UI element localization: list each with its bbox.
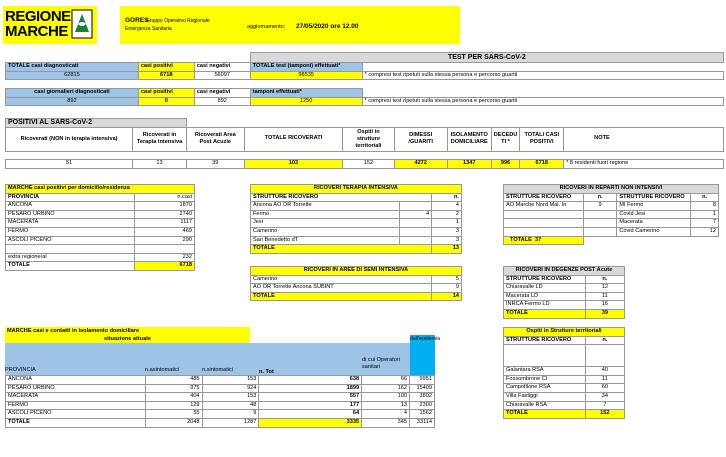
pos-h1: Ricoverati (NON in terapia intensiva) [20, 135, 118, 142]
org-name: GORES [125, 17, 149, 24]
pos-h3b: Post Acuzie [199, 139, 232, 146]
table-row: PESARO URBINO 2740 [6, 210, 195, 219]
pos-v5: 152 [363, 160, 374, 167]
pos-h2b: Terapia intensiva [136, 139, 183, 146]
table-row: AO OR Torrette Ancona SUBINT 9 [251, 284, 462, 293]
table-row: MACERATA 1117 [6, 219, 195, 228]
iso-col-sint: n.sintomatici [202, 367, 234, 373]
table-row: extra regione/al 232 [6, 253, 195, 262]
daily-h-totale: casi giornalieri diagnosticati [34, 89, 110, 95]
post-col2: n. [602, 275, 608, 282]
org-subtitle-1: Gruppo Operativo Regionale [146, 18, 210, 24]
semi-total-value: 14 [432, 292, 462, 301]
post-total-label: TOTALE [504, 309, 586, 318]
ti-total-value: 13 [432, 245, 462, 254]
iso-title: MARCHE casi e contatti in isolamento domiciliare [5, 327, 250, 335]
semi-total-label: TOTALE [251, 292, 432, 301]
province-title: MARCHE casi positivi per domicilio/residenza [8, 185, 130, 191]
table-row: MACERATA 404 153 557 100 3892 [6, 393, 435, 402]
table-row: Camerino 3 [251, 227, 462, 236]
pos-h4: TOTALE RICOVERATI [264, 135, 323, 142]
table-row: FERMO 129 48 177 13 2300 [6, 401, 435, 410]
table-row: PESARO URBINO 975 924 1899 162 15409 [6, 384, 435, 393]
post-col1: STRUTTURE RICOVERO [506, 275, 572, 282]
non-int-title: RICOVERI IN REPARTI NON INTENSIVI [559, 185, 663, 191]
daily-h-tamp: tamponi effettuati* [252, 89, 302, 95]
region-emblem-icon [72, 10, 92, 38]
table-row: Chiaravalle RSA 7 [504, 401, 625, 410]
table-row: Villa Fastiggi 34 [504, 392, 625, 401]
daily-v-tamp: 1250 [299, 97, 313, 104]
test-h-totale: TOTALE casi diagnosticati [8, 63, 79, 69]
province-total-value: 6718 [135, 262, 195, 271]
table-row: Macerata 7 [504, 219, 719, 228]
daily-v-totale: 892 [67, 97, 77, 104]
test-note: * compresi test ripetuti sulla stessa persona e percorso guariti [364, 71, 518, 78]
table-row-total: TOTALE 2048 1287 3335 345 33114 [6, 418, 435, 427]
pos-h6b: /GUARITI [408, 139, 433, 146]
ti-col2: n. [454, 193, 459, 200]
table-row: ANCONA 1870 [6, 202, 195, 211]
table-row: Campofilone RSA 60 [504, 384, 625, 393]
pos-v8: 996 [500, 160, 511, 167]
test-h-neg: casi negativi [196, 63, 231, 69]
table-row: ANCONA 485 153 638 66 9951 [6, 376, 435, 385]
province-table [5, 184, 195, 271]
update-value: 27/05/2020 ore 12.00 [296, 23, 359, 30]
pos-h3a: Ricoverati Area [194, 132, 236, 139]
pos-h5b: strutture [356, 135, 380, 142]
test-v-tamp: 98535 [298, 71, 314, 78]
table-row: Chiaravalle LD 12 [504, 284, 625, 293]
iso-col-ops-b: sanitari [362, 364, 381, 370]
test-v-totale: 62815 [64, 71, 80, 78]
ti-table [250, 184, 462, 254]
logo-text-line1: REGIONE [5, 8, 71, 25]
semi-table [250, 266, 462, 301]
daily-h-neg: casi negativi [196, 89, 231, 95]
iso-col-tot: n. Tot [259, 369, 274, 375]
pos-v3: 39 [212, 160, 219, 167]
test-section-title: TEST PER SARS-CoV-2 [447, 53, 526, 61]
pos-v1: 51 [65, 160, 73, 167]
positivi-section [5, 118, 724, 168]
non-int-col3: STRUTTURE RICOVERO [619, 193, 685, 200]
ti-total-label: TOTALE [251, 245, 432, 254]
pos-note: * 8 residenti fuori regione [566, 160, 629, 167]
province-col2: n.casi [177, 193, 192, 200]
post-title: RICOVERI IN DEGENZE POST Acute [515, 267, 613, 273]
pos-v4: 103 [288, 160, 299, 167]
table-row: Fermo 4 2 [251, 210, 462, 219]
table-row: Ancona AO OR Torrette 4 [251, 202, 462, 211]
ospiti-table [503, 327, 625, 419]
post-table [503, 266, 625, 319]
test-h-pos: casi positivi [140, 63, 173, 69]
test-v-pos: 6718 [160, 71, 173, 78]
pos-h9a: TOTALI CASI [524, 132, 560, 139]
non-int-total-label: TOTALE [510, 236, 532, 243]
ti-col1: STRUTTURE RICOVERO [253, 193, 319, 200]
pos-h8b: TI * [501, 139, 510, 146]
pos-v6: 4272 [414, 160, 427, 167]
table-row: ASCOLI PICENO 55 9 64 4 1562 [6, 410, 435, 419]
pos-h7b: DOMICILIARE [450, 139, 488, 146]
table-row: Macerata LD 11 [504, 292, 625, 301]
pos-h7a: ISOLAMENTO [450, 132, 488, 139]
pos-v2: 13 [156, 160, 163, 167]
province-col1: PROVINCIA [8, 193, 40, 200]
table-row: ASCOLI PICENO 290 [6, 236, 195, 245]
non-int-col2: n. [597, 193, 603, 200]
post-total-value: 39 [585, 309, 624, 318]
positivi-title: POSITIVI AL SARS-CoV-2 [8, 119, 93, 126]
table-row: Camerino 5 [251, 275, 462, 284]
table-row: INRCA Fermo LD 16 [504, 301, 625, 310]
table-row: Jesi 1 [251, 219, 462, 228]
non-int-col4: n. [702, 193, 708, 200]
table-row: San Benedetto dT 3 [251, 236, 462, 245]
iso-col-asint: n.asintomatici [145, 367, 180, 373]
ospiti-title: Ospiti in Strutture territoriali [526, 328, 602, 334]
province-total-label: TOTALE [6, 262, 135, 271]
ospiti-total-label: TOTALE [504, 410, 586, 419]
iso-subtitle: situazione attuale [5, 335, 250, 343]
non-int-total-value: 37 [534, 236, 542, 243]
logo-text-line2: MARCHE [5, 23, 68, 40]
iso-epid-band [410, 343, 435, 375]
non-int-col1: STRUTTURE RICOVERO [506, 193, 572, 200]
update-label: aggiornamento: [247, 24, 286, 30]
header-banner [120, 6, 460, 44]
daily-note: * compresi test ripetuti sulla stessa persona e percorso guariti [364, 97, 518, 104]
table-row: Galantara RSA 40 [504, 367, 625, 376]
iso-epid-header: dall'epidemia [410, 336, 441, 342]
pos-v9: 6718 [535, 160, 548, 167]
daily-v-pos: 0 [164, 97, 168, 104]
ti-title: RICOVERI TERAPIA INTENSIVA [314, 185, 398, 191]
pos-h8a: DECEDU [493, 132, 518, 139]
table-row: Covid Camerino 12 [504, 227, 719, 236]
iso-col-ops-a: di cui Operatori [362, 357, 400, 363]
ospiti-col2: n. [602, 336, 608, 343]
org-subtitle-2: Emergenza Sanitaria [125, 26, 172, 32]
table-row: Fossombrone CI 11 [504, 375, 625, 384]
iso-table [5, 375, 435, 428]
daily-v-neg: 892 [217, 97, 227, 104]
iso-section [5, 327, 441, 427]
pos-h10: NOTE [594, 135, 610, 142]
pos-h6a: DIMESSI [409, 132, 433, 139]
test-section [5, 52, 724, 80]
non-int-table [503, 184, 719, 245]
table-row: Covid Jesi 1 [504, 210, 719, 219]
iso-col-prov: PROVINCIA [5, 367, 36, 373]
table-row [6, 245, 195, 254]
table-row: FERMO 469 [6, 227, 195, 236]
test-v-neg: 56097 [214, 71, 230, 78]
daily-section [5, 88, 724, 108]
semi-title: RICOVERI IN AREE DI SEMI INTENSIVA [303, 267, 409, 273]
table-row: AO Marche Nord Mal. In 9 MI Fermo 8 [504, 202, 719, 211]
pos-h9b: POSITIVI [529, 139, 554, 146]
pos-h5a: Ospiti in [357, 128, 380, 135]
daily-h-pos: casi positivi [140, 89, 173, 95]
pos-h5c: territoriali [355, 142, 382, 149]
pos-h2a: Ricoverati in [142, 132, 177, 139]
pos-v7: 1347 [463, 160, 476, 167]
test-h-tamp: TOTALE test (tamponi) effettuati* [252, 63, 341, 69]
ospiti-col1: STRUTTURE RICOVERO [506, 336, 572, 343]
ospiti-total-value: 152 [585, 410, 624, 419]
